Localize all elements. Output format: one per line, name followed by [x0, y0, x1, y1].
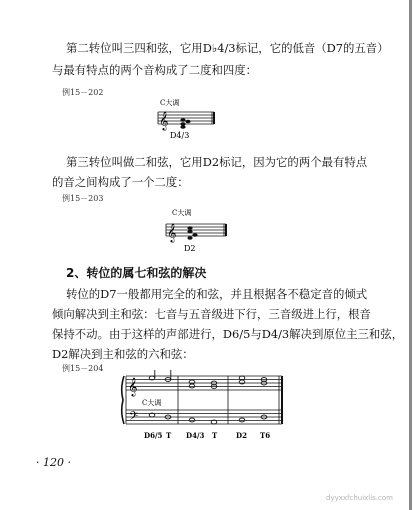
treble-clef-icon: 𝄞 [159, 111, 169, 130]
paragraph-3-line-4: D2解决到主和弦的六和弦： [52, 347, 194, 361]
music-example-203 [160, 206, 240, 258]
page-number: · 120 · [36, 456, 71, 469]
music-example-202 [150, 96, 230, 146]
paragraph-1-line-2: 与最有特点的两个音构成了二度和四度： [52, 63, 258, 77]
paragraph-3-line-2: 倾向解决到主和弦：七音与五音级进下行，三音级进上行，根音 [52, 307, 371, 321]
chord-notes-204 [149, 370, 267, 424]
harmony-label-4: T [212, 431, 218, 440]
chord-notes-202 [180, 118, 190, 129]
watermark-text: dyyxxfchuixlis.com [326, 494, 393, 502]
key-label-203: C大调 [172, 209, 192, 217]
chord-symbol-202: D4/3 [170, 131, 190, 140]
harmony-label-2: T [166, 431, 172, 440]
key-label-202: C大调 [160, 99, 180, 107]
treble-clef-icon: 𝄞 [128, 377, 138, 396]
harmony-labels-204 [144, 431, 270, 440]
treble-clef-icon: 𝄞 [167, 223, 177, 242]
example-label-203: 例15－203 [62, 194, 104, 203]
key-label-204: C大调 [142, 399, 162, 407]
chord-symbol-203: D2 [184, 244, 196, 253]
harmony-label-6: T6 [260, 431, 271, 440]
paragraph-3-line-3: 保持不动。由于这样的声部进行，D6/5与D4/3解决到原位主三和弦， [52, 327, 404, 341]
section-title: 2、转位的属七和弦的解决 [66, 266, 207, 280]
music-example-204 [118, 370, 288, 448]
example-label-204: 例15－204 [62, 364, 104, 373]
paragraph-2-line-1: 第三转位叫做二和弦，它用D2标记，因为它的两个最有特点 [66, 155, 368, 169]
harmony-label-3: D4/3 [186, 431, 205, 440]
paragraph-3-line-1: 转位的D7一般都用完全的和弦，并且根据各不稳定音的倾式 [66, 287, 368, 301]
bass-clef-icon: 𝄢 [129, 410, 139, 426]
brace-icon [122, 376, 124, 424]
harmony-label-5: D2 [236, 431, 247, 440]
page-edge-border [409, 0, 412, 510]
paragraph-1-line-1: 第二转位叫三四和弦，它用D♭4/3标记，它的低音（D7的五音） [66, 41, 389, 55]
example-label-202: 例15－202 [62, 88, 104, 97]
harmony-label-1: D6/5 [144, 431, 163, 440]
paragraph-2-line-2: 的音之间构成了一个二度： [52, 175, 189, 189]
